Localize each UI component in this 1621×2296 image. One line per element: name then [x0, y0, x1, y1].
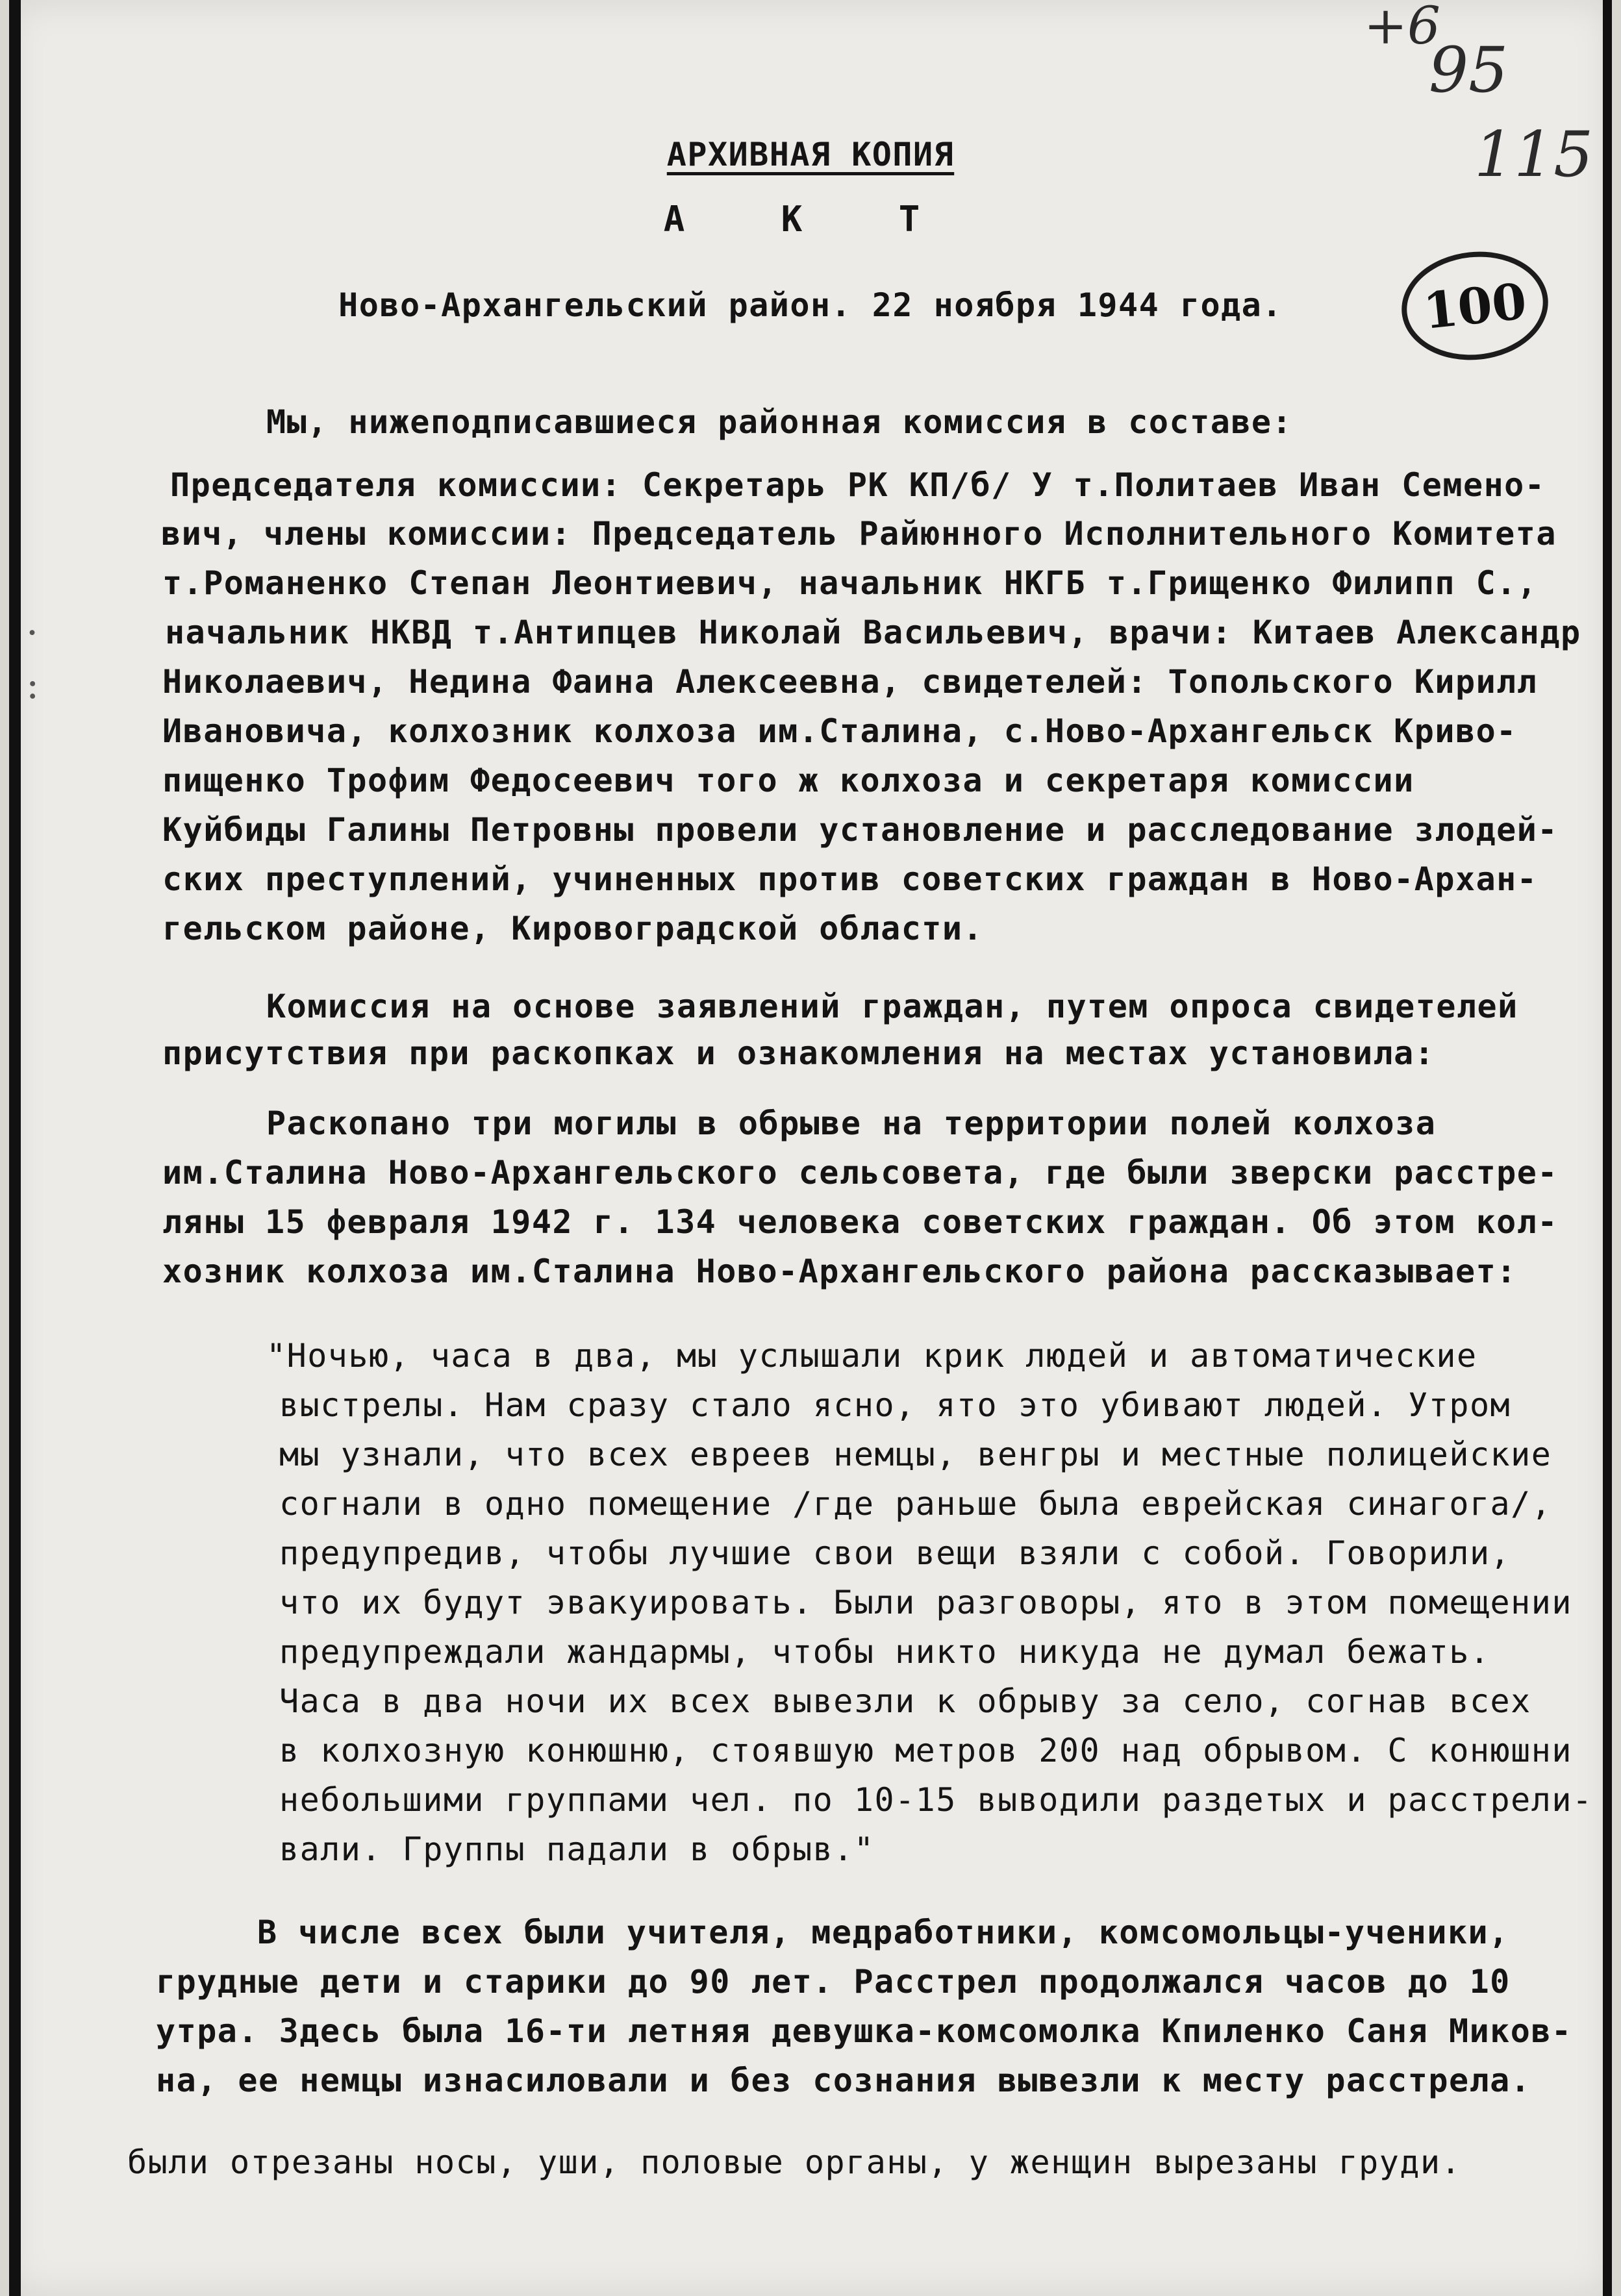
archive-label: АРХИВНАЯ КОПИЯ — [666, 136, 955, 173]
intro-line: гельском районе, Кировоградской области. — [162, 910, 984, 947]
intro-line: Мы, нижеподписавшиеся районная комиссия в составе: — [266, 403, 1293, 441]
margin-mark: · — [26, 610, 39, 656]
quote-line: в колхозную конюшню, стоявшую метров 200 над обрывом. С конюшни — [279, 1732, 1572, 1769]
scan-edge-left — [9, 0, 21, 2296]
intro-line: Ивановича, колхозник колхоза им.Сталина, с.Ново-Архангельск Криво- — [162, 712, 1517, 750]
intro-line: Председателя комиссии: Секретарь РК КП/б/ У т.Политаев Иван Семено- — [170, 466, 1546, 504]
intro-line: Николаевич, Недина Фаина Алексеевна, свидетелей: Топольского Кирилл — [162, 663, 1538, 701]
margin-mark: : — [26, 662, 40, 708]
quote-line: Часа в два ночи их всех вывезли к обрыву за село, согнав всех — [279, 1682, 1531, 1720]
final-line: были отрезаны носы, уши, половые органы, у женщин вырезаны груди. — [127, 2143, 1462, 2181]
quote-line: предупреждали жандармы, чтобы никто никуда не думал бежать. — [279, 1633, 1490, 1671]
victims-line: грудные дети и старики до 90 лет. Расстрел продолжался часов до 10 — [156, 1963, 1511, 2001]
excavation-line: хозник колхоза им.Сталина Ново-Архангельского района рассказывает: — [162, 1253, 1517, 1290]
quote-line: согнали в одно помещение /где раньше была еврейская синагога/, — [279, 1485, 1552, 1523]
quote-line: выстрелы. Нам сразу стало ясно, ято это убивают людей. Утром — [279, 1386, 1511, 1424]
quote-line: "Ночью, часа в два, мы услышали крик людей и автоматические — [266, 1337, 1477, 1375]
header-line: Ново-Архангельский район. 22 ноября 1944 года. — [338, 286, 1283, 324]
quote-line: что их будут эвакуировать. Были разговоры, ято в этом помещении — [279, 1584, 1572, 1621]
victims-line: на, ее немцы изнасиловали и без сознания вывезли к месту расстрела. — [156, 2062, 1531, 2099]
intro-line: ских преступлений, учиненных против советских граждан в Ново-Архан- — [162, 860, 1538, 898]
folio-number: 100 — [1420, 271, 1529, 340]
intro-line: вич, члены комиссии: Председатель Райюнного Исполнительного Комитета — [161, 515, 1557, 553]
intro-line: т.Романенко Степан Леонтиевич, начальник НКГБ т.Грищенко Филипп С., — [162, 564, 1538, 602]
quote-line: мы узнали, что всех евреев немцы, венгры и местные полицейские — [279, 1436, 1552, 1473]
excavation-line: им.Сталина Ново-Архангельского сельсовета, где были зверски расстре- — [162, 1154, 1558, 1192]
document-title: А К Т — [663, 199, 958, 240]
commission-line: присутствия при раскопках и ознакомления на местах установила: — [162, 1034, 1435, 1072]
commission-line: Комиссия на основе заявлений граждан, путем опроса свидетелей — [266, 988, 1518, 1025]
victims-line: В числе всех были учителя, медработники, комсомольцы-ученики, — [257, 1914, 1509, 1951]
quote-line: небольшими группами чел. по 10-15 выводили раздетых и расстрели- — [279, 1781, 1593, 1819]
scan-edge-right — [1603, 0, 1612, 2296]
victims-line: утра. Здесь была 16-ти летняя девушка-комсомолка Кпиленко Саня Миков- — [156, 2012, 1572, 2050]
handwritten-mark-c: 115 — [1474, 118, 1594, 191]
excavation-line: ляны 15 февраля 1942 г. 134 человека советских граждан. Об этом кол- — [162, 1203, 1558, 1241]
intro-line: пищенко Трофим Федосеевич того ж колхоза и секретаря комиссии — [162, 762, 1414, 799]
quote-line: вали. Группы падали в обрыв." — [279, 1830, 875, 1868]
handwritten-mark-a: +6 — [1364, 0, 1440, 56]
handwritten-mark-b: 95 — [1429, 34, 1509, 106]
excavation-line: Раскопано три могилы в обрыве на территории полей колхоза — [266, 1104, 1437, 1142]
intro-line: начальник НКВД т.Антипцев Николай Васильевич, врачи: Китаев Александр — [165, 614, 1581, 651]
quote-line: предупредив, чтобы лучшие свои вещи взяли с собой. Говорили, — [279, 1534, 1511, 1572]
intro-line: Куйбиды Галины Петровны провели установление и расследование злодей- — [162, 811, 1558, 849]
